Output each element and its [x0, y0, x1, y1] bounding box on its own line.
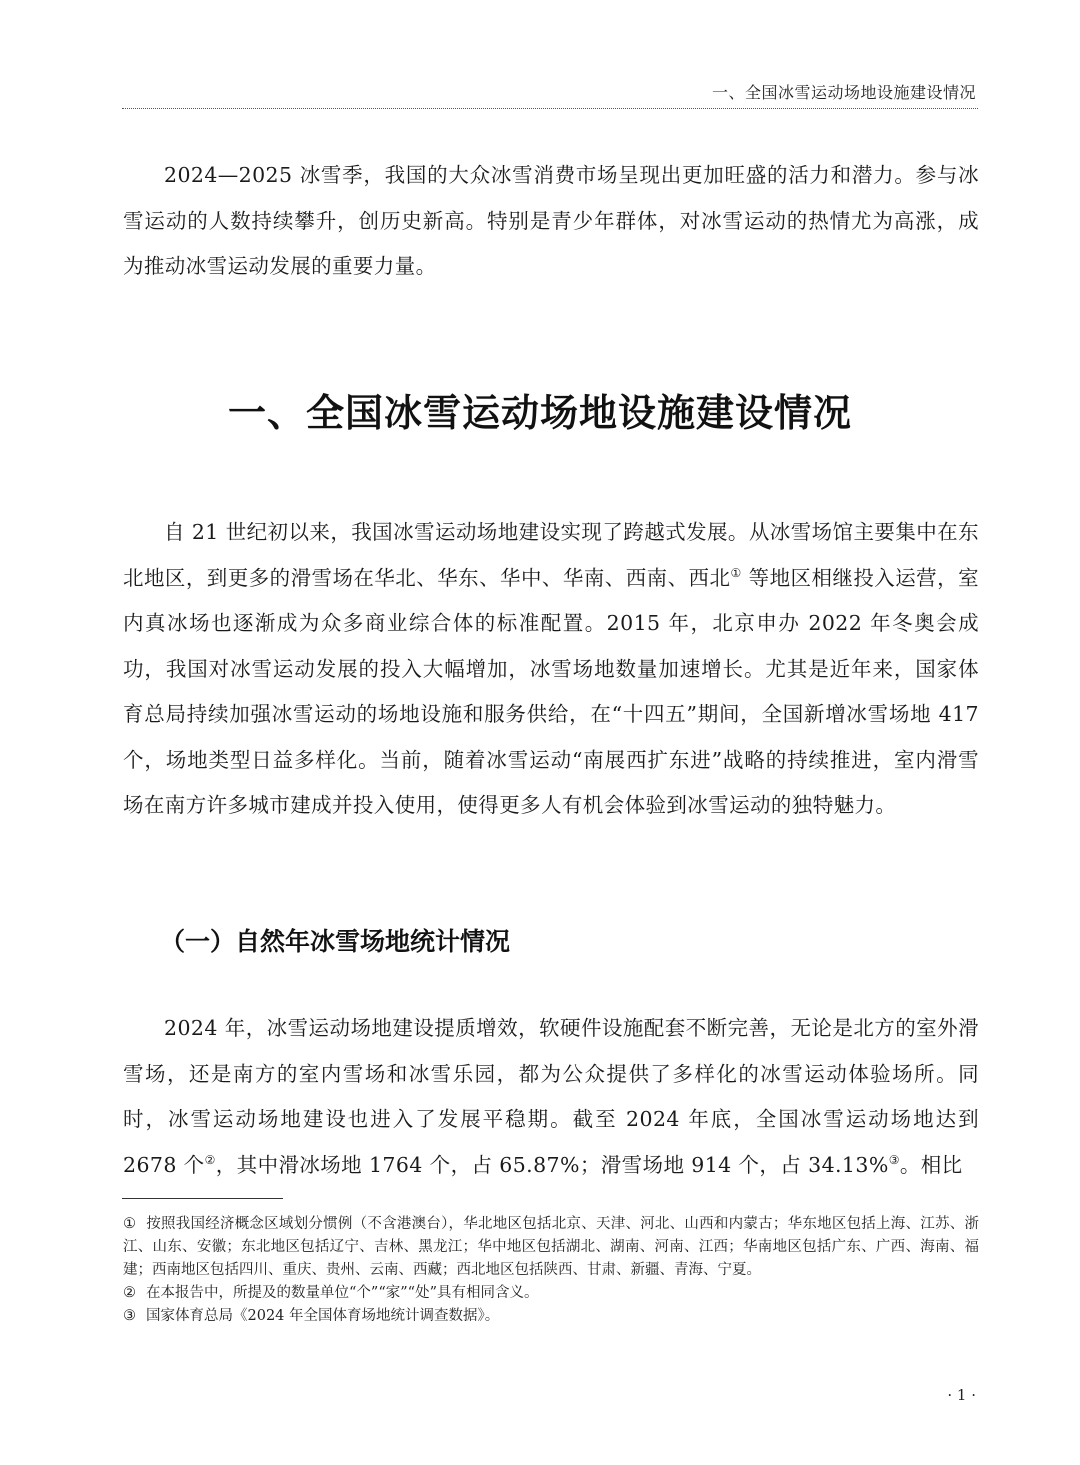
- footnote-ref-3[interactable]: ③: [888, 1152, 900, 1167]
- intro-paragraph: 2024—2025 冰雪季，我国的大众冰雪消费市场呈现出更加旺盛的活力和潜力。参与冰雪运动的人数持续攀升，创历史新高。特别是青少年群体，对冰雪运动的热情尤为高涨，成为推动冰雪运动发展的重要力量。: [123, 163, 979, 278]
- subsection-paragraph: [123, 1006, 979, 1188]
- section-paragraph-text-b: 等地区相继投入运营，室内真冰场也逐渐成为众多商业综合体的标准配置。2015 年，北京申办 2022 年冬奥会成功，我国对冰雪运动发展的投入大幅增加，冰雪场地数量加速增长。尤其是近年来，国家体育总局持续加强冰雪运动的场地设施和服务供给，在“十四五”期间，全国新增冰雪场地 417 个，场地类型日益多样化。当前，随着冰雪运动“南展西扩东进”战略的持续推进，室内滑雪场在南方许多城市建成并投入使用，使得更多人有机会体验到冰雪运动的独特魅力。: [123, 565, 979, 817]
- subsection-paragraph-text-b: ，其中滑冰场地 1764 个，占 65.87%；滑雪场地 914 个，占 34.13%: [215, 1152, 889, 1177]
- footnote-text: 国家体育总局《2024 年全国体育场地统计调查数据》。: [146, 1308, 500, 1324]
- running-header: 一、全国冰雪运动场地设施建设情况: [711, 83, 976, 102]
- section-title: 一、全国冰雪运动场地设施建设情况: [227, 391, 852, 435]
- footnote-text: 按照我国经济概念区域划分惯例（不含港澳台），华北地区包括北京、天津、河北、山西和内蒙古；华东地区包括上海、江苏、浙江、山东、安徽；东北地区包括辽宁、吉林、黑龙江；华中地区包括湖北、湖南、河南、江西；华南地区包括广东、广西、海南、福建；西南地区包括四川、重庆、贵州、云南、西藏；西北地区包括陕西、甘肃、新疆、青海、宁夏。: [123, 1216, 979, 1278]
- subsection-paragraph-text-a: 2024 年，冰雪运动场地建设提质增效，软硬件设施配套不断完善，无论是北方的室外滑雪场，还是南方的室内雪场和冰雪乐园，都为公众提供了多样化的冰雪运动体验场所。同时，冰雪运动场地建设也进入了发展平稳期。截至 2024 年底，全国冰雪运动场地达到 2678 个: [123, 1016, 979, 1177]
- footnotes: [123, 1213, 979, 1328]
- footnote-divider: [122, 1198, 283, 1199]
- section-paragraph: [123, 510, 979, 829]
- subsection-title: （一）自然年冰雪场地统计情况: [160, 927, 511, 956]
- footnote-ref-2[interactable]: ②: [204, 1152, 216, 1167]
- footnote-text: 在本报告中，所提及的数量单位“个”“家”“处”具有相同含义。: [146, 1285, 539, 1301]
- subsection-paragraph-text-c: 。相比: [899, 1152, 963, 1177]
- header-divider: [122, 108, 978, 109]
- footnote-3: [123, 1305, 979, 1328]
- footnote-ref-1[interactable]: ①: [730, 565, 742, 580]
- footnote-mark: ③: [123, 1308, 136, 1324]
- footnote-mark: ②: [123, 1285, 136, 1301]
- page-number: · 1 ·: [947, 1386, 976, 1404]
- footnote-1: [123, 1213, 979, 1282]
- footnote-mark: ①: [123, 1216, 136, 1232]
- section-paragraph-text-a: 自 21 世纪初以来，我国冰雪运动场地建设实现了跨越式发展。从冰雪场馆主要集中在东北地区，到更多的滑雪场在华北、华东、华中、华南、西南、西北: [123, 520, 979, 590]
- footnote-2: [123, 1282, 979, 1305]
